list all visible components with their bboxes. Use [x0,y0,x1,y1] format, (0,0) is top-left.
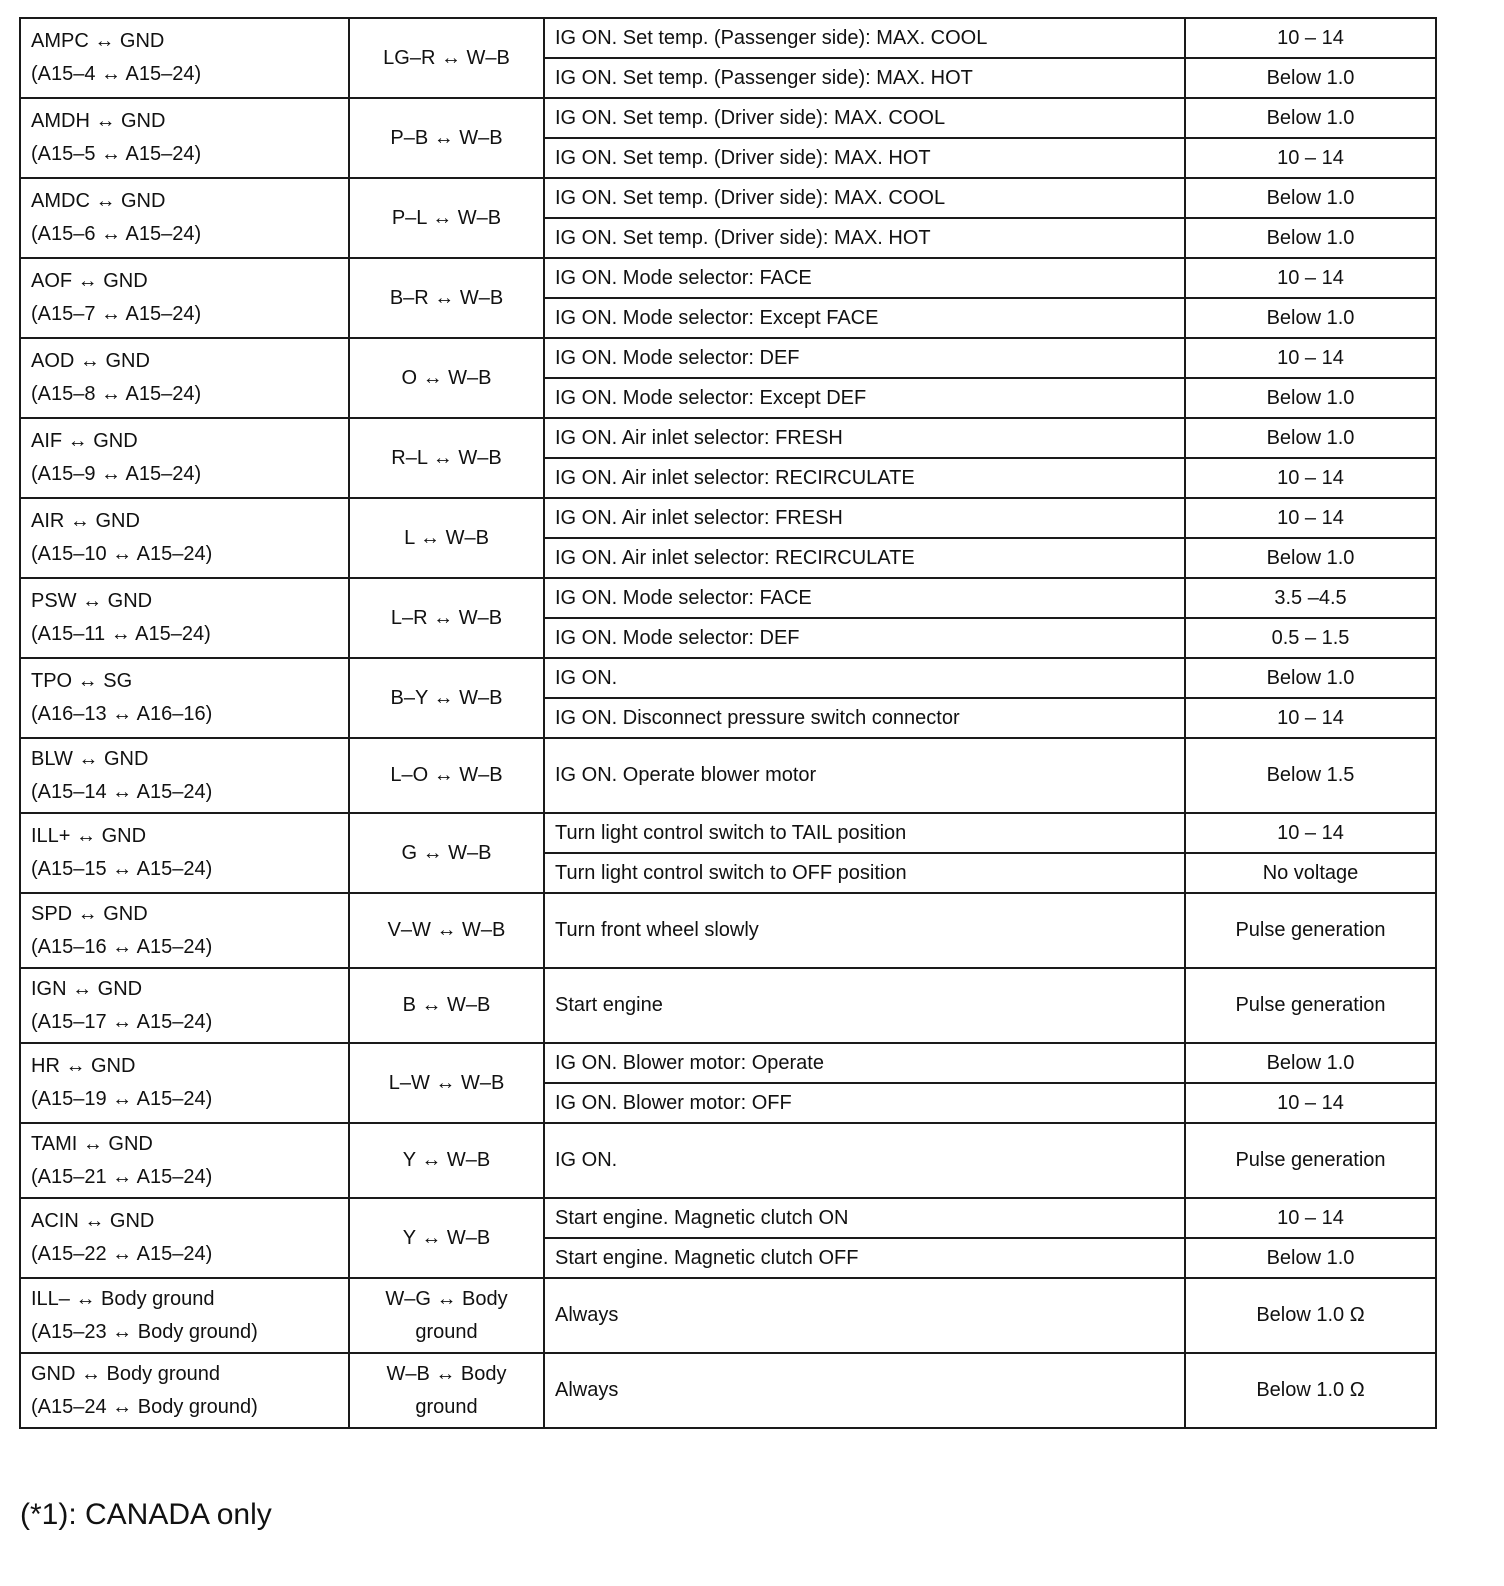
cell-line: GND ↔ Body ground [31,1362,220,1385]
cell-line: (A15–21 ↔ A15–24) [31,1165,213,1188]
condition-cell: IG ON. Disconnect pressure switch connector [544,698,1185,738]
cell-line: TAMI ↔ GND [31,1132,153,1155]
cell-line: ILL+ ↔ GND [31,825,147,847]
table-row [20,893,1436,968]
terminal-cell [20,738,349,813]
cell-line: W–B ↔ Body [386,1362,507,1385]
condition-cell: IG ON. Operate blower motor [544,738,1185,813]
cell-line: TPO ↔ SG [31,670,133,692]
specified-condition-cell: Pulse generation [1185,968,1436,1043]
condition-cell: Turn light control switch to TAIL position [544,813,1185,853]
condition-cell: IG ON. Set temp. (Driver side): MAX. HOT [544,218,1185,258]
cell-line: (A15–24 ↔ Body ground) [31,1395,258,1418]
wiring-color-cell: B ↔ W–B [349,968,544,1043]
table-row [20,18,1436,58]
specified-condition-cell: Below 1.5 [1185,738,1436,813]
specified-condition-cell: Pulse generation [1185,893,1436,968]
cell-line: AIF ↔ GND [31,430,138,452]
cell-line: (A15–5 ↔ A15–24) [31,143,202,165]
cell-line: (A15–16 ↔ A15–24) [31,935,213,958]
cell-line: AOF ↔ GND [31,270,148,292]
table-row [20,738,1436,813]
condition-cell: IG ON. Air inlet selector: FRESH [544,498,1185,538]
cell-line: (A15–19 ↔ A15–24) [31,1088,213,1110]
cell-line: AMDC ↔ GND [31,190,166,212]
wiring-color-cell [349,1278,544,1353]
specified-condition-cell: 10 – 14 [1185,18,1436,58]
condition-cell: IG ON. Mode selector: FACE [544,578,1185,618]
table-row [20,578,1436,618]
terminal-cell [20,578,349,658]
condition-cell: IG ON. Air inlet selector: RECIRCULATE [544,538,1185,578]
condition-cell: IG ON. Mode selector: Except FACE [544,298,1185,338]
wiring-color-cell: R–L ↔ W–B [349,418,544,498]
cell-line: (A15–10 ↔ A15–24) [31,543,213,565]
condition-cell: Turn light control switch to OFF position [544,853,1185,893]
terminal-cell [20,258,349,338]
terminal-cell [20,18,349,98]
specified-condition-cell: 10 – 14 [1185,1083,1436,1123]
cell-line: AMDH ↔ GND [31,110,166,132]
wiring-color-cell: Y ↔ W–B [349,1198,544,1278]
condition-cell: IG ON. Mode selector: DEF [544,338,1185,378]
specified-condition-cell: Below 1.0 [1185,1043,1436,1083]
condition-cell: IG ON. Set temp. (Driver side): MAX. COOL [544,98,1185,138]
wiring-color-cell: L–O ↔ W–B [349,738,544,813]
wiring-color-cell: B–R ↔ W–B [349,258,544,338]
footnote: (*1): CANADA only [20,1498,272,1531]
wiring-color-cell: O ↔ W–B [349,338,544,418]
terminal-cell [20,1278,349,1353]
condition-cell: IG ON. Mode selector: FACE [544,258,1185,298]
condition-cell: IG ON. Mode selector: Except DEF [544,378,1185,418]
cell-line: (A15–4 ↔ A15–24) [31,63,202,85]
specified-condition-cell: Below 1.0 [1185,658,1436,698]
terminal-cell [20,1353,349,1428]
terminal-spec-table-body [20,18,1436,1428]
table-row [20,178,1436,218]
specified-condition-cell: Below 1.0 [1185,378,1436,418]
specified-condition-cell: Below 1.0 [1185,418,1436,458]
specified-condition-cell: Below 1.0 [1185,58,1436,98]
terminal-cell [20,418,349,498]
table-row [20,1278,1436,1353]
condition-cell: Always [544,1353,1185,1428]
cell-line: (A16–13 ↔ A16–16) [31,703,213,725]
condition-cell: IG ON. [544,658,1185,698]
specified-condition-cell: 3.5 –4.5 [1185,578,1436,618]
table-row [20,813,1436,853]
condition-cell: IG ON. Mode selector: DEF [544,618,1185,658]
specified-condition-cell: 10 – 14 [1185,458,1436,498]
condition-cell: Start engine. Magnetic clutch ON [544,1198,1185,1238]
condition-cell: IG ON. Air inlet selector: FRESH [544,418,1185,458]
wiring-color-cell: L ↔ W–B [349,498,544,578]
terminal-cell [20,98,349,178]
cell-line: (A15–14 ↔ A15–24) [31,780,213,803]
condition-cell: IG ON. Set temp. (Driver side): MAX. COOL [544,178,1185,218]
wiring-color-cell: Y ↔ W–B [349,1123,544,1198]
table-row [20,98,1436,138]
table-row [20,1353,1436,1428]
specified-condition-cell: Below 1.0 [1185,178,1436,218]
condition-cell: Start engine [544,968,1185,1043]
condition-cell: IG ON. Set temp. (Passenger side): MAX. COOL [544,18,1185,58]
cell-line: (A15–23 ↔ Body ground) [31,1320,258,1343]
condition-cell: IG ON. Air inlet selector: RECIRCULATE [544,458,1185,498]
cell-line: AIR ↔ GND [31,510,140,532]
cell-line: (A15–9 ↔ A15–24) [31,463,202,485]
specified-condition-cell: Below 1.0 [1185,1238,1436,1278]
terminal-cell [20,1123,349,1198]
wiring-color-cell: P–L ↔ W–B [349,178,544,258]
specified-condition-cell: 10 – 14 [1185,138,1436,178]
wiring-color-cell: L–W ↔ W–B [349,1043,544,1123]
cell-line: (A15–8 ↔ A15–24) [31,383,202,405]
table-row [20,338,1436,378]
table-row [20,658,1436,698]
specified-condition-cell: 10 – 14 [1185,813,1436,853]
terminal-cell [20,1198,349,1278]
specified-condition-cell: Pulse generation [1185,1123,1436,1198]
specified-condition-cell: 10 – 14 [1185,258,1436,298]
wiring-color-cell: L–R ↔ W–B [349,578,544,658]
cell-line: HR ↔ GND [31,1055,136,1077]
wiring-color-cell: LG–R ↔ W–B [349,18,544,98]
condition-cell: Start engine. Magnetic clutch OFF [544,1238,1185,1278]
wiring-color-cell: B–Y ↔ W–B [349,658,544,738]
table-row [20,258,1436,298]
specified-condition-cell: Below 1.0 Ω [1185,1278,1436,1353]
specified-condition-cell: No voltage [1185,853,1436,893]
condition-cell: Turn front wheel slowly [544,893,1185,968]
table-row [20,1123,1436,1198]
table-row [20,498,1436,538]
cell-line: AMPC ↔ GND [31,30,165,52]
specified-condition-cell: 0.5 – 1.5 [1185,618,1436,658]
wiring-color-cell: G ↔ W–B [349,813,544,893]
cell-line: ground [415,1320,478,1343]
wiring-color-cell [349,1353,544,1428]
table-row [20,1043,1436,1083]
specified-condition-cell: Below 1.0 [1185,218,1436,258]
specified-condition-cell: 10 – 14 [1185,338,1436,378]
specified-condition-cell: 10 – 14 [1185,698,1436,738]
condition-cell: Always [544,1278,1185,1353]
condition-cell: IG ON. Set temp. (Driver side): MAX. HOT [544,138,1185,178]
wiring-color-cell: P–B ↔ W–B [349,98,544,178]
cell-line: (A15–7 ↔ A15–24) [31,303,202,325]
terminal-cell [20,968,349,1043]
condition-cell: IG ON. Set temp. (Passenger side): MAX. HOT [544,58,1185,98]
cell-line: AOD ↔ GND [31,350,150,372]
cell-line: ground [415,1395,478,1418]
condition-cell: IG ON. Blower motor: Operate [544,1043,1185,1083]
terminal-cell [20,893,349,968]
cell-line: W–G ↔ Body [385,1287,508,1310]
specified-condition-cell: Below 1.0 Ω [1185,1353,1436,1428]
cell-line: ACIN ↔ GND [31,1210,155,1232]
specified-condition-cell: 10 – 14 [1185,498,1436,538]
cell-line: SPD ↔ GND [31,902,148,925]
terminal-cell [20,658,349,738]
specified-condition-cell: 10 – 14 [1185,1198,1436,1238]
cell-line: BLW ↔ GND [31,747,149,770]
terminal-cell [20,498,349,578]
terminal-spec-table [19,17,1437,1429]
specified-condition-cell: Below 1.0 [1185,298,1436,338]
cell-line: (A15–6 ↔ A15–24) [31,223,202,245]
terminal-cell [20,1043,349,1123]
cell-line: IGN ↔ GND [31,977,143,1000]
wiring-color-cell: V–W ↔ W–B [349,893,544,968]
terminal-cell [20,338,349,418]
cell-line: (A15–11 ↔ A15–24) [31,623,211,645]
condition-cell: IG ON. Blower motor: OFF [544,1083,1185,1123]
table-row [20,418,1436,458]
terminal-cell [20,813,349,893]
cell-line: (A15–17 ↔ A15–24) [31,1010,213,1033]
cell-line: (A15–22 ↔ A15–24) [31,1243,213,1265]
cell-line: ILL– ↔ Body ground [31,1287,215,1310]
specified-condition-cell: Below 1.0 [1185,98,1436,138]
condition-cell: IG ON. [544,1123,1185,1198]
terminal-cell [20,178,349,258]
table-row [20,968,1436,1043]
cell-line: (A15–15 ↔ A15–24) [31,858,213,880]
specified-condition-cell: Below 1.0 [1185,538,1436,578]
table-row [20,1198,1436,1238]
cell-line: PSW ↔ GND [31,590,153,612]
